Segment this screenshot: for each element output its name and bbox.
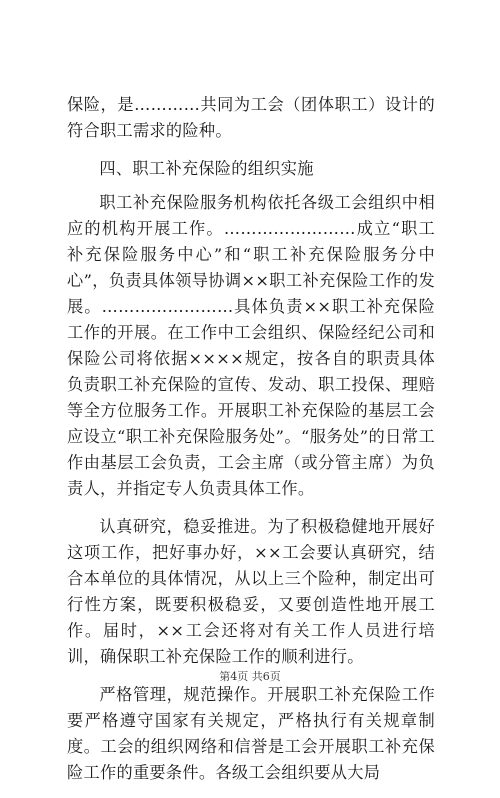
section-heading: 四、职工补充保险的组织实施 — [99, 159, 314, 178]
paragraph-research: 认真研究，稳妥推进。为了积极稳健地开展好这项工作，把好事办好，××工会要认真研究，结合本单位的具体情况，从以上三个险种，制定出可行性方案，既要积极稳妥，又要创造性地开展工作。届时，××工会还将对有关工作人员进行培训，确保职工补充保险工作的顺利进行。 — [67, 517, 435, 666]
paragraph-organization: 职工补充保险服务机构依托各级工会组织中相应的机构开展工作。……………………成立“职工补充保险服务中心”和“职工补充保险服务分中心”，负责具体领导协调××职工补充保险工作的发展。……………………具体负责××职工补充保险工作的开展。在工作中工会组织、保险经纪公司和保险公司将依据××××规定，按各自的职责具体负责职工补充保险的宣传、发动、职工投保、理赔等全方位服务工作。开展职工补充保险的基层工会应设立“职工补充保险服务处”。“服务处”的日常工作由基层工会负责，工会主席（或分管主席）为负责人，并指定专人负责具体工作。 — [67, 193, 435, 498]
page-footer: 第4页 共6页 — [219, 670, 281, 683]
paragraph-continuation: 保险，是…………共同为工会（团体职工）设计的符合职工需求的险种。 — [67, 95, 435, 140]
document-body — [67, 92, 435, 798]
paragraph-management: 严格管理，规范操作。开展职工补充保险工作要严格遵守国家有关规定，严格执行有关规章制度。工会的组织网络和信誉是工会开展职工补充保险工作的重要条件。各级工会组织要从大局 — [67, 685, 435, 782]
